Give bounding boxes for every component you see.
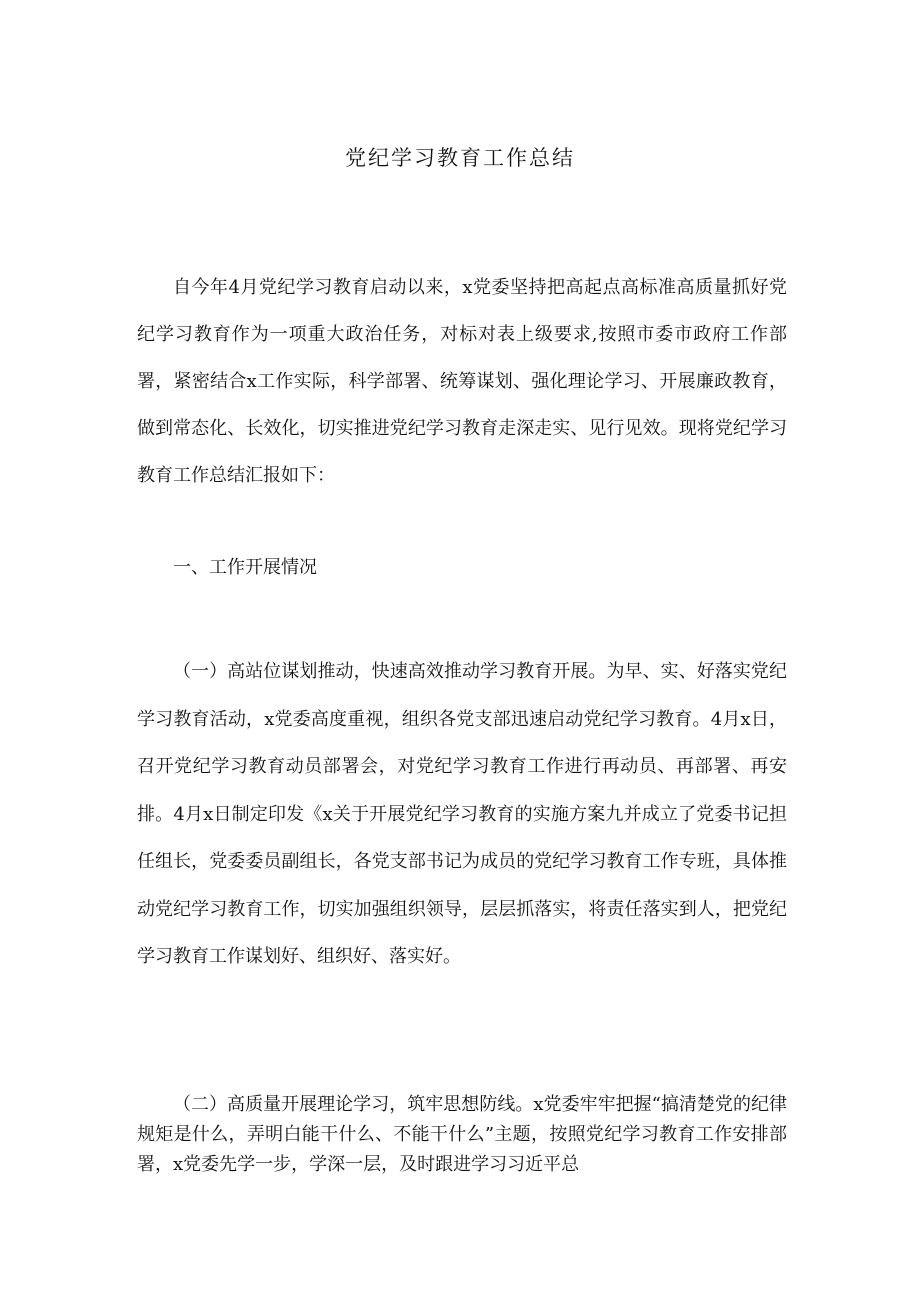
item-two-paragraph: （二）高质量开展理论学习，筑牢思想防线。x党委牢牢把握“搞清楚党的纪律规矩是什么，弄明白能干什么、不能干什么”主题，按照党纪学习教育工作安排部署，x党委先学一步，学深一层，及时跟进学习习近平总 [137,1094,787,1175]
section-one-heading: 一、工作开展情况 [173,557,317,578]
intro-paragraph: 自今年4月党纪学习教育启动以来，x党委坚持把高起点高标准高质量抓好党纪学习教育作为一项重大政治任务，对标对表上级要求,按照市委市政府工作部署，紧密结合x工作实际，科学部署、统筹谋划、强化理论学习、开展廉政教育，做到常态化、长效化，切实推进党纪学习教育走深走实、见行见效。现将党纪学习教育工作总结汇报如下： [137,277,787,486]
item-one-paragraph: （一）高站位谋划推动，快速高效推动学习教育开展。为早、实、好落实党纪学习教育活动，x党委高度重视，组织各党支部迅速启动党纪学习教育。4月x日，召开党纪学习教育动员部署会，对党纪学习教育工作进行再动员、再部署、再安排。4月x日制定印发《x关于开展党纪学习教育的实施方案九并成立了党委书记担任组长，党委委员副组长，各党支部书记为成员的党纪学习教育工作专班，具体推动党纪学习教育工作，切实加强组织领导，层层抓落实，将责任落实到人，把党纪学习教育工作谋划好、组织好、落实好。 [137,661,787,967]
document-title: 党纪学习教育工作总结 [345,146,575,170]
